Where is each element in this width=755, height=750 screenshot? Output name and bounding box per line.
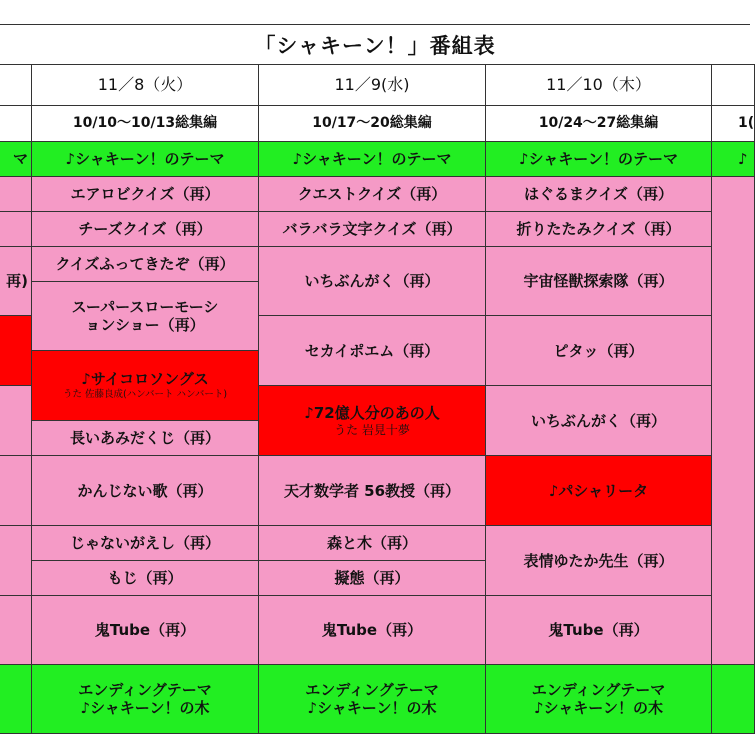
ending-song: ♪シャキーン！の木 [534,699,663,717]
program-item: バラバラ文字クイズ（再） [258,211,486,247]
program-item: 擬態（再） [258,560,486,596]
left-partial-song [0,315,32,386]
left-partial-range [0,105,32,142]
program-item: もじ（再） [31,560,259,596]
left-partial-item: 再) [0,246,32,316]
song-title: ♪72億人分のあの人 [304,403,440,422]
program-item: 森と木（再） [258,525,486,561]
program-item: いちぶんがく（再） [258,246,486,316]
left-partial-block [0,595,32,665]
ending-label: エンディングテーマ [305,681,439,699]
program-item: 折りたたみクイズ（再） [485,211,712,247]
program-item: エアロビクイズ（再） [31,176,259,212]
theme-song: ♪シャキーン！のテーマ [31,141,259,177]
theme-song: ♪シャキーン！のテーマ [485,141,712,177]
program-item: スーパースローモーションショー（再） [31,281,259,351]
column-range: 10/10〜10/13総集編 [31,105,259,142]
program-item: チーズクイズ（再） [31,211,259,247]
right-partial-block [711,176,755,665]
song-singer: うた 佐藤良成(ハンバート ハンバート) [62,389,228,401]
left-partial-block [0,455,32,526]
theme-song: ♪シャキーン！のテーマ [258,141,486,177]
program-item: セカイポエム（再） [258,315,486,386]
right-partial-ending [711,664,755,734]
left-partial-block [0,525,32,596]
song-singer: うた 岩見十夢 [334,422,410,437]
program-item: 宇宙怪獣探索隊（再） [485,246,712,316]
left-partial-theme: マ [0,141,32,177]
ending-song: ♪シャキーン！の木 [307,699,437,717]
left-partial-date [0,64,32,106]
column-range: 10/17〜20総集編 [258,105,486,142]
program-item: 鬼Tube（再） [258,595,486,665]
column-date: 11／10（木） [485,64,712,106]
program-item: 鬼Tube（再） [485,595,712,665]
right-partial-theme: ♪ [711,141,755,177]
program-item: 鬼Tube（再） [31,595,259,665]
column-date: 11／9(水) [258,64,486,106]
program-item: はぐるまクイズ（再） [485,176,712,212]
left-partial-ending [0,664,32,734]
song-item [31,350,259,421]
ending-label: エンディングテーマ [78,681,212,699]
ending-label: エンディングテーマ [531,681,666,699]
ending-theme [485,664,712,734]
program-item: 長いあみだくじ（再） [31,420,259,456]
ending-song: ♪シャキーン！の木 [80,699,210,717]
left-partial-block [0,176,32,212]
ending-theme [31,664,259,734]
program-item: ピタッ（再） [485,315,712,386]
program-item: かんじない歌（再） [31,455,259,526]
left-partial-block [0,211,32,247]
right-partial-date [711,64,755,106]
program-item: いちぶんがく（再） [485,385,712,456]
program-item: じゃないがえし（再） [31,525,259,561]
ending-theme [258,664,486,734]
program-item: 天才数学者 56教授（再） [258,455,486,526]
column-date: 11／8（火） [31,64,259,106]
song-title: ♪サイコロソングス [81,370,209,389]
program-item: 表情ゆたか先生（再） [485,525,712,596]
song-item: ♪パシャリータ [485,455,712,526]
page-title: 「シャキーン！」番組表 [0,24,750,65]
program-item: クイズふってきたぞ（再） [31,246,259,282]
song-item [258,385,486,456]
left-partial-block [0,385,32,456]
column-range: 10/24〜27総集編 [485,105,712,142]
program-item: クエストクイズ（再） [258,176,486,212]
right-partial-range: 1( [711,105,755,142]
